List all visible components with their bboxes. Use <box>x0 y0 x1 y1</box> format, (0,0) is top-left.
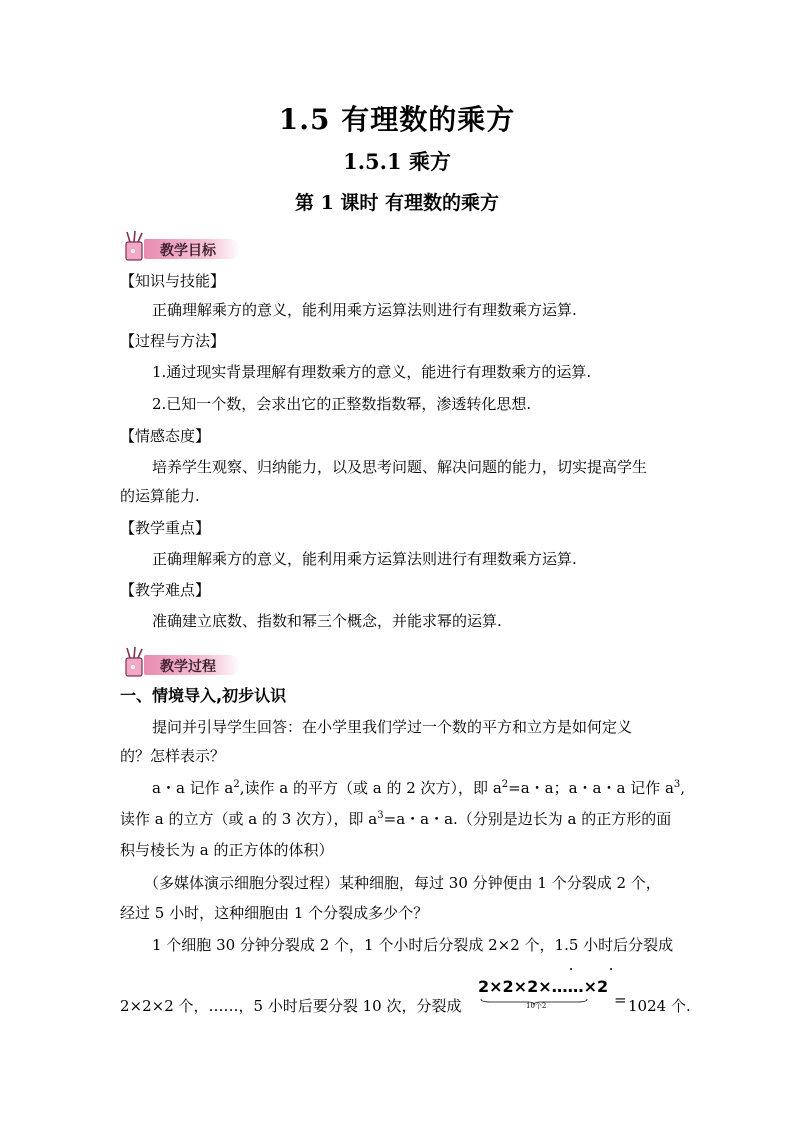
knowledge-heading: 【知识与技能】 <box>120 272 226 290</box>
definition-line3: 积与棱长为 a 的正方体的体积） <box>120 841 334 859</box>
section-subtitle: 1.5.1 乘方 <box>343 149 451 174</box>
process-item-1: 1.通过现实背景理解有理数乘方的意义，能进行有理数乘方的运算. <box>152 363 592 381</box>
intro-section-heading: 一、情境导入,初步认识 <box>120 686 287 705</box>
emphasis-dot <box>610 968 612 970</box>
cell-problem-line2: 经过 5 小时，这种细胞由 1 个分裂成多少个？ <box>120 904 429 922</box>
fraction-expression: 2×2×2×……×2 <box>478 977 609 996</box>
process-banner-label: 教学过程 <box>160 659 216 675</box>
equals-sign: = <box>614 991 627 1009</box>
cell-result: 1024 个. <box>628 997 691 1015</box>
difficulty-text: 准确建立底数、指数和幂三个概念，并能求幂的运算. <box>152 612 502 630</box>
cell-solution-line2: 2×2×2 个，……，5 小时后要分裂 10 次，分裂成 <box>120 997 462 1015</box>
cell-solution-line1: 1 个细胞 30 分钟分裂成 2 个，1 个小时后分裂成 2×2 个，1.5 小时后分裂成 <box>152 936 674 954</box>
fraction-count-label: 10个2 <box>526 1002 547 1010</box>
intro-paragraph-line2: 的？怎样表示？ <box>120 747 226 765</box>
product-fraction <box>478 977 618 1011</box>
intro-paragraph-line1: 提问并引导学生回答：在小学里我们学过一个数的平方和立方是如何定义 <box>152 718 633 736</box>
attitude-text-line2: 的运算能力. <box>120 487 200 505</box>
pen-holder-icon <box>120 646 154 678</box>
objectives-banner <box>120 230 242 260</box>
knowledge-text: 正确理解乘方的意义，能利用乘方运算法则进行有理数乘方运算. <box>152 301 577 319</box>
definition-line2: 读作 a 的立方（或 a 的 3 次方），即 $a^3=a$・a・a.（分别是边长为 a 的正方形的面 <box>120 810 672 828</box>
focus-heading: 【教学重点】 <box>120 519 211 537</box>
pen-holder-icon <box>120 230 154 262</box>
objectives-banner-label: 教学目标 <box>160 243 216 259</box>
difficulty-heading: 【教学难点】 <box>120 581 211 599</box>
definition-line1: a・a 记作 $a^2$,读作 a 的平方（或 a 的 2 次方），即 $a^2=a$・a；a・a・a 记作 $a^3$, <box>152 779 686 797</box>
page-title: 1.5 有理数的乘方 <box>278 103 516 136</box>
lesson-title: 第 1 课时 有理数的乘方 <box>294 192 500 214</box>
process-banner <box>120 646 242 676</box>
attitude-text-line1: 培养学生观察、归纳能力，以及思考问题、解决问题的能力，切实提高学生 <box>152 458 648 476</box>
focus-text: 正确理解乘方的意义，能利用乘方运算法则进行有理数乘方运算. <box>152 550 577 568</box>
cell-problem-line1: （多媒体演示细胞分裂过程）某种细胞，每过 30 分钟便由 1 个分裂成 2 个， <box>144 874 661 892</box>
attitude-heading: 【情感态度】 <box>120 427 211 445</box>
emphasis-dot <box>570 968 572 970</box>
process-heading: 【过程与方法】 <box>120 332 226 350</box>
process-item-2: 2.已知一个数，会求出它的正整数指数幂，渗透转化思想. <box>152 395 532 413</box>
